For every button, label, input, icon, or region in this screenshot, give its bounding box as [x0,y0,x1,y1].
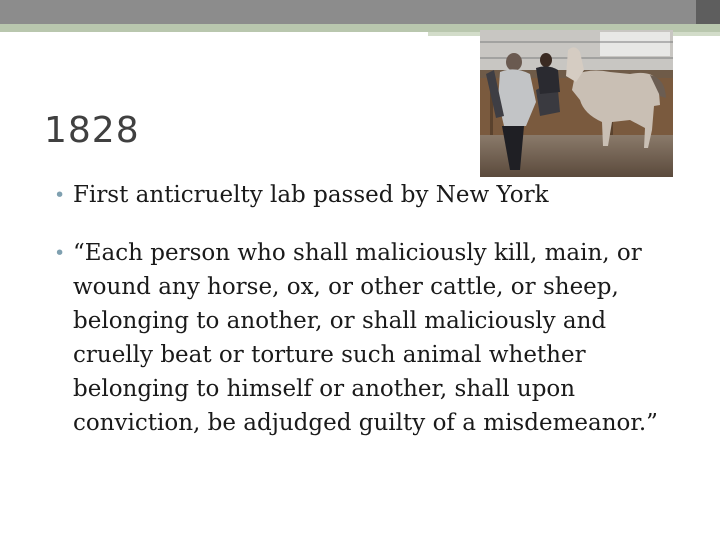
bullet-text: First anticruelty lab passed by New York [73,182,549,208]
slide-title: 1828 [44,110,140,151]
bullet-item-law-quote [52,236,692,440]
horses-photo [480,30,673,177]
bullet-marker: • [54,184,66,206]
horses-in-barn-photo-icon [480,30,673,177]
bullet-text: “Each person who shall maliciously kill, main, or wound any horse, ox, or other cattle, or sheep, belonging to another, or shall maliciously and cruelly beat or torture such animal whether belonging to himself or another, shall upon conviction, be adjudged guilty of a misdemeanor.” [73,240,658,436]
bullet-item-first-law [52,178,692,212]
bullet-marker: • [54,242,66,264]
bullet-list [52,178,692,464]
header-band [0,0,720,24]
header-band-corner [696,0,720,24]
